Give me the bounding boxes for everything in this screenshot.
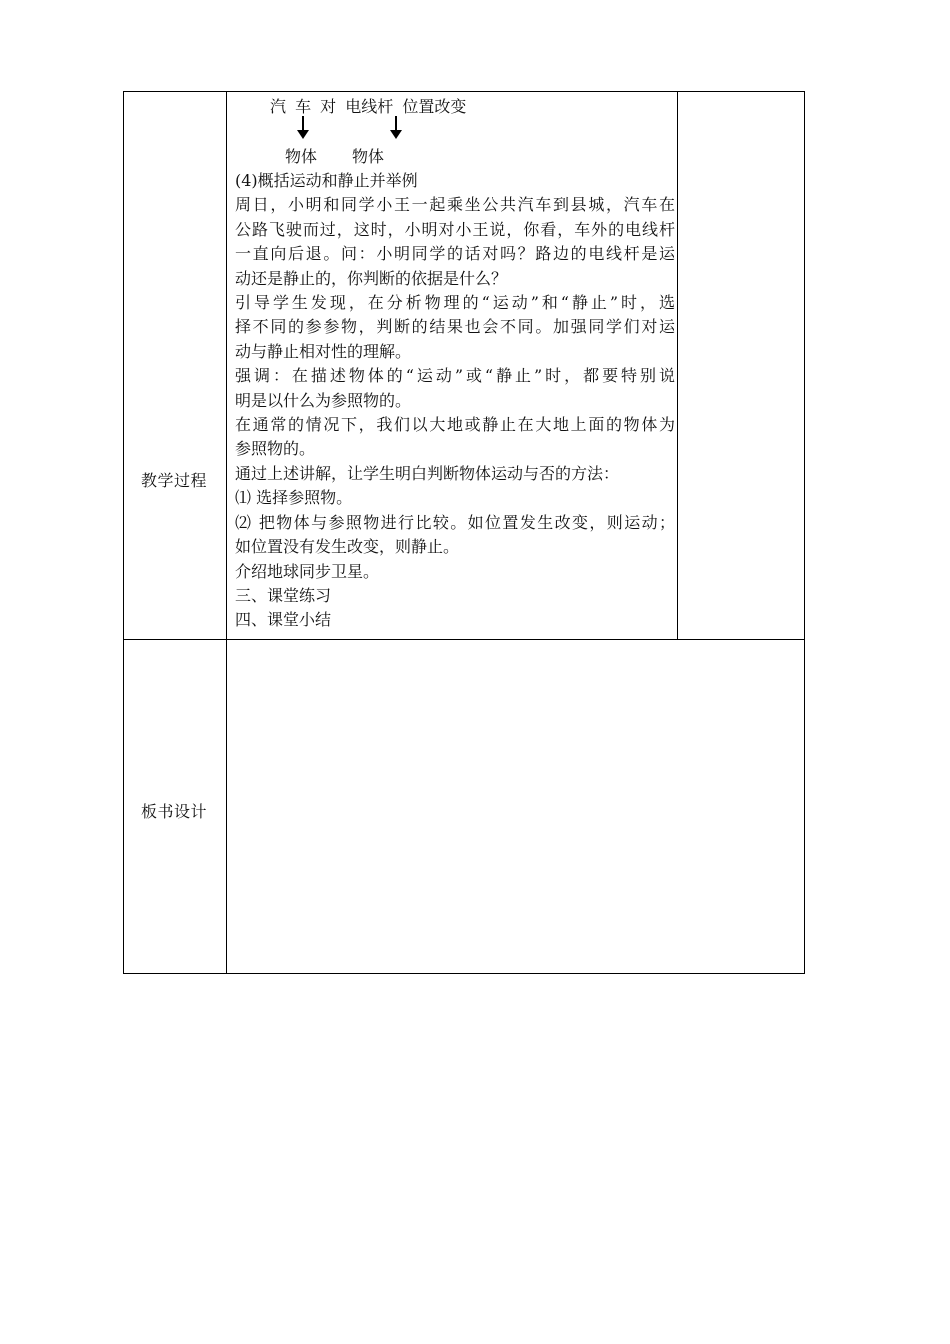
text-line: 动还是静止的，你判断的依据是什么？ [235, 268, 508, 288]
arrow-down-icon [390, 116, 402, 140]
text-line: 周日，小明和同学小王一起乘坐公共汽车到县城，汽车在 [235, 195, 675, 215]
text-line: ⑵ 把物体与参照物进行比较。如位置发生改变，则运动； [235, 512, 675, 532]
text-line: 一直向后退。问：小明同学的话对吗？路边的电线杆是运 [235, 244, 675, 264]
text-line: 择不同的参参物，判断的结果也会不同。加强同学们对运 [235, 317, 675, 337]
text-line: 三、课堂练习 [235, 585, 332, 605]
text-line: 如位置没有发生改变，则静止。 [235, 537, 460, 557]
column-divider-left [226, 91, 227, 974]
column-divider-right [677, 91, 678, 640]
text-line: 参照物的。 [235, 439, 316, 459]
text-line: 介绍地球同步卫星。 [235, 561, 380, 581]
diagram-object-right: 物体 [352, 147, 385, 166]
teaching-process-text [235, 169, 675, 633]
relative-motion-diagram [235, 94, 675, 168]
text-line: 强调：在描述物体的“运动”或“静止”时，都要特别说 [235, 366, 675, 386]
text-line: (4)概括运动和静止并举例 [235, 171, 418, 190]
diagram-object-left: 物体 [285, 147, 318, 166]
text-line: 明是以什么为参照物的。 [235, 390, 412, 410]
row-divider [123, 639, 805, 640]
text-line: ⑴ 选择参照物。 [235, 488, 353, 508]
text-line: 通过上述讲解，让学生明白判断物体运动与否的方法： [235, 463, 620, 483]
text-line: 引导学生发现，在分析物理的“运动”和“静止”时，选 [235, 293, 675, 313]
text-line: 在通常的情况下，我们以大地或静止在大地上面的物体为 [235, 415, 675, 435]
row-label-board-design: 板书设计 [141, 802, 208, 821]
diagram-caption: 汽 车 对 电线杆 位置改变 [270, 97, 467, 116]
text-line: 四、课堂小结 [235, 610, 332, 630]
text-line: 动与静止相对性的理解。 [235, 341, 412, 361]
arrow-down-icon [297, 116, 309, 140]
text-line: 公路飞驶而过，这时，小明对小王说，你看，车外的电线杆 [235, 219, 675, 239]
row-label-teaching-process: 教学过程 [141, 471, 208, 490]
